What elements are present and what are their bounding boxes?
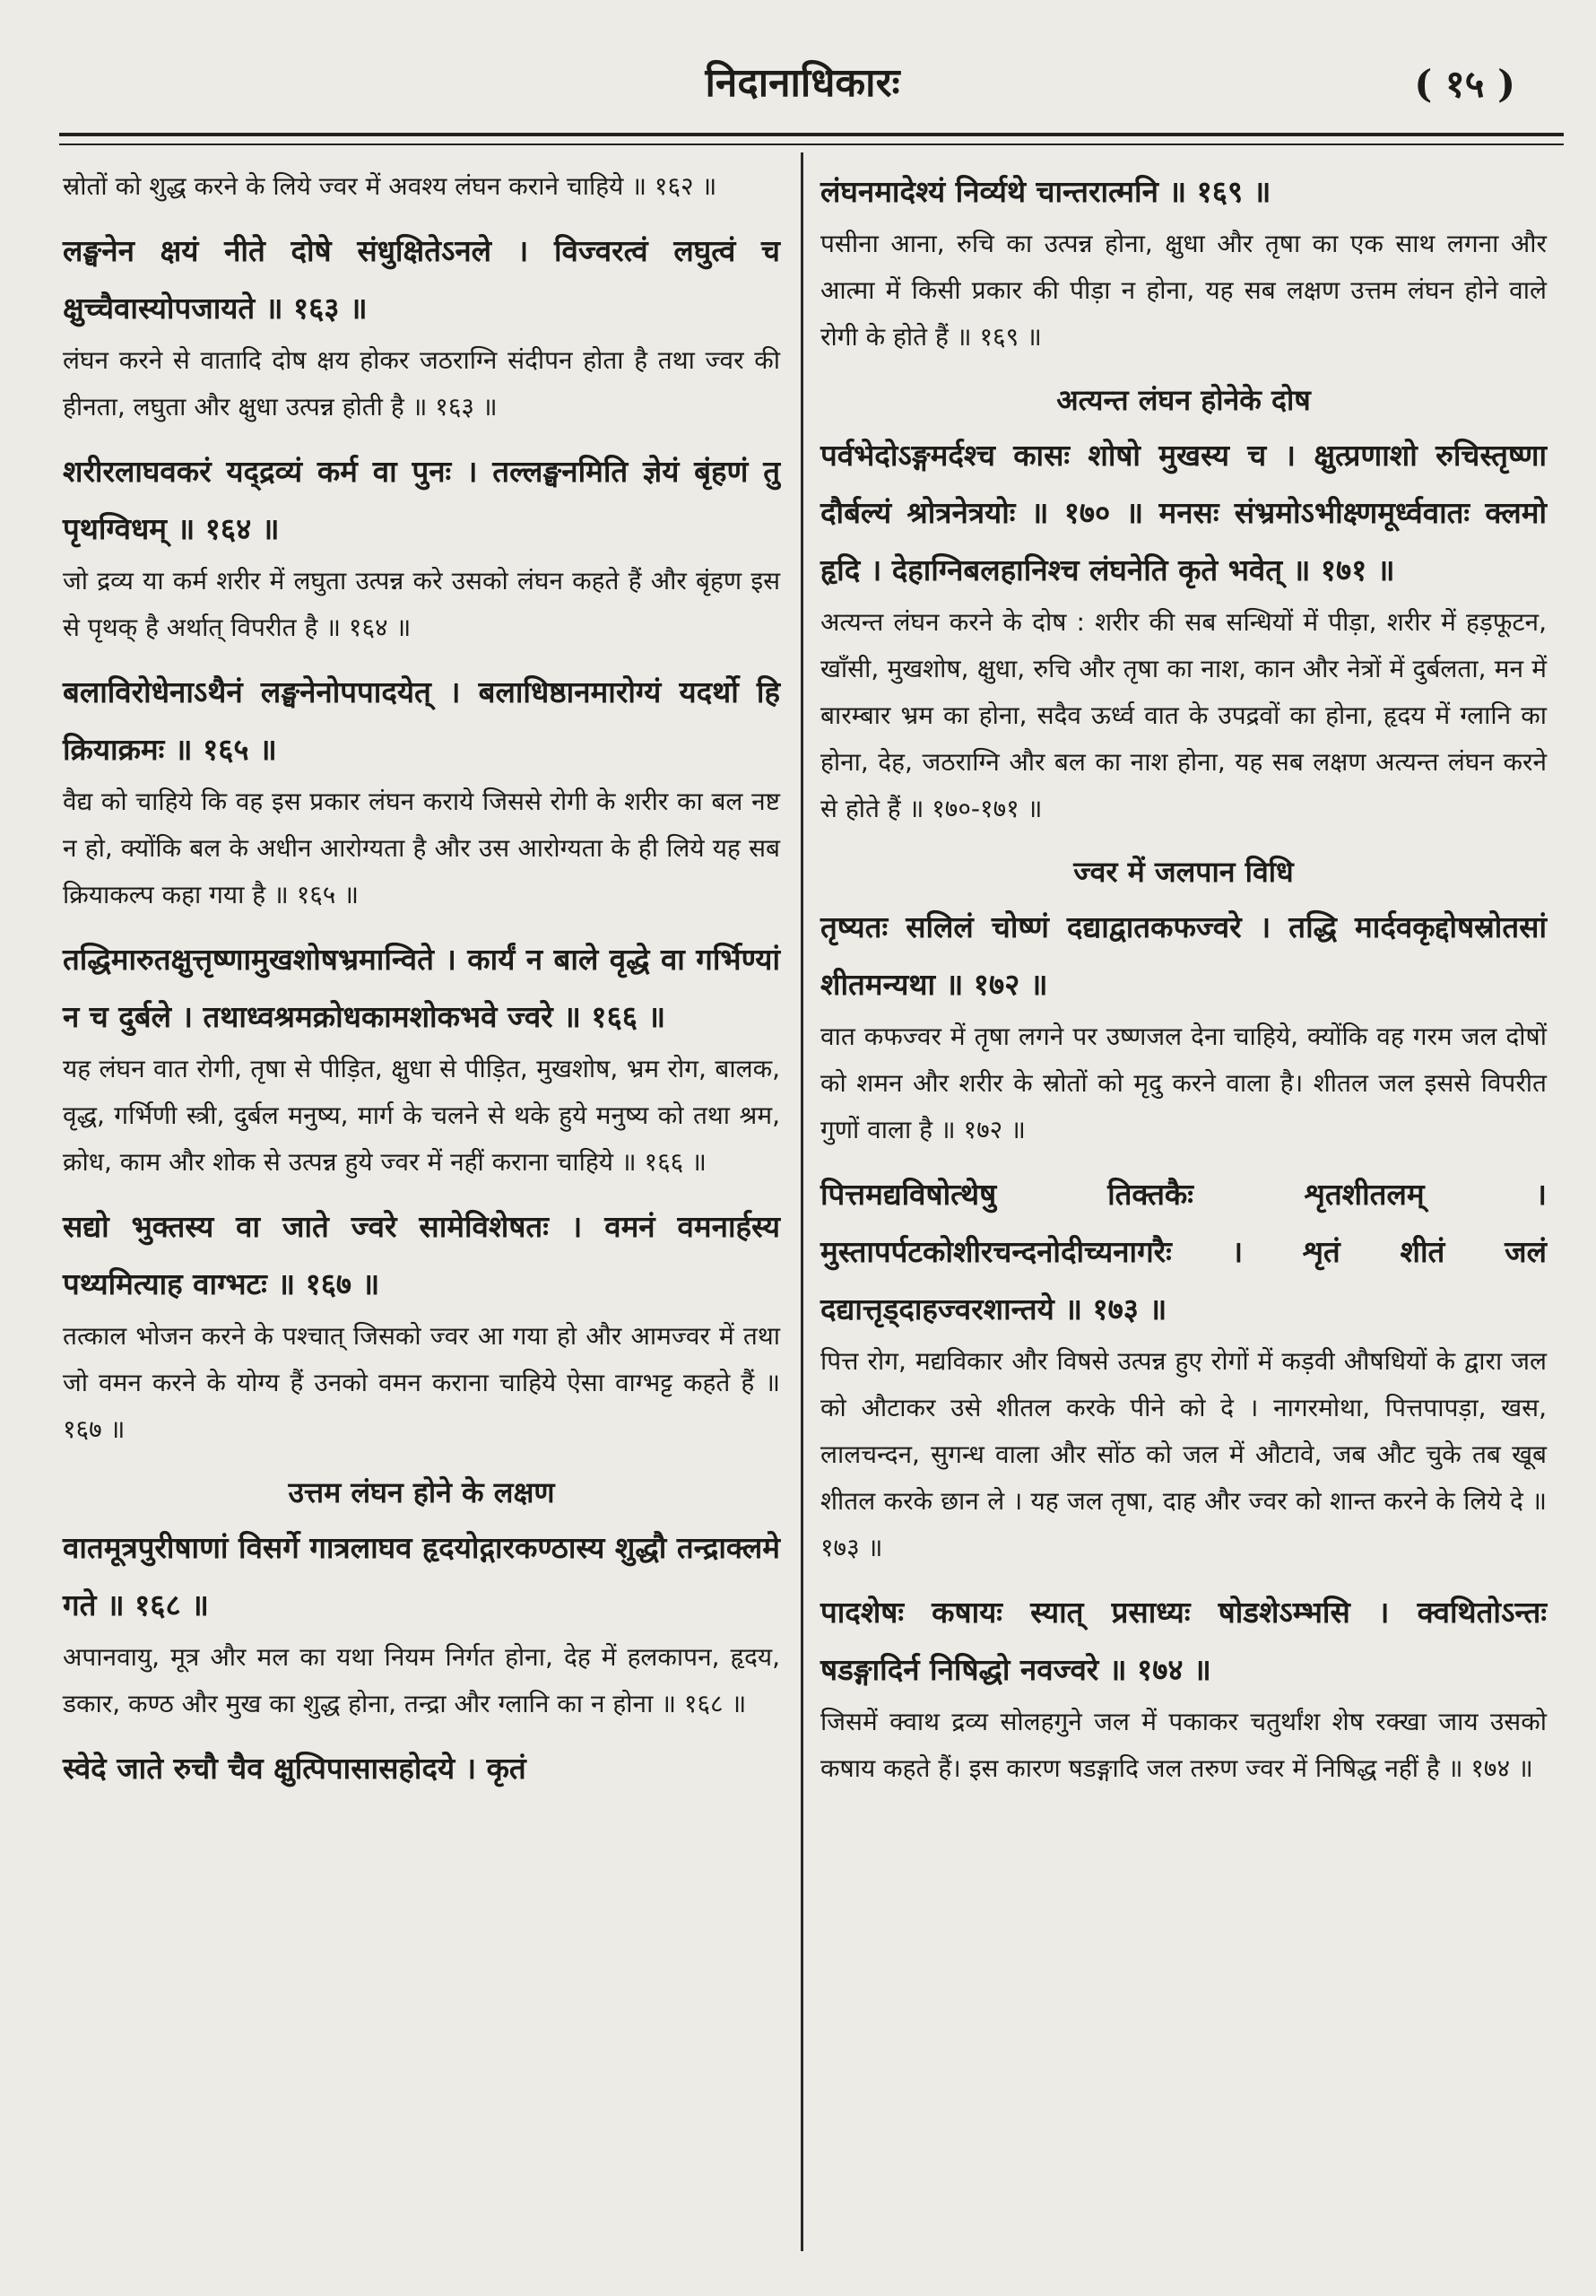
sanskrit-verse: लङ्घनेन क्षयं नीते दोषे संधुक्षितेऽनले । विज्वरत्वं लघुत्वं च क्षुच्चैवास्योपजायते ॥ १६३ ॥ [63,233,780,326]
header-rule-thick [59,133,1564,136]
section-heading: अत्यन्त लंघन होनेके दोष [1056,383,1311,417]
left-column [63,163,780,1797]
sanskrit-verse: पादशेषः कषायः स्यात् प्रसाध्यः षोडशेऽम्भसि । क्वथितोऽन्तः षडङ्गादिर्न निषिद्धो नवज्वरे ॥ १७४ ॥ [820,1595,1547,1687]
page-title: निदानाधिकारः [705,60,900,106]
page-header [54,34,1551,115]
commentary: तत्काल भोजन करने के पश्चात् जिसको ज्वर आ गया हो और आमज्वर में तथा जो वमन करने के योग्य हैं उनको वमन कराना चाहिये ऐसा वाग्भट्ट कहते हैं ॥ १६७ ॥ [63,1321,780,1444]
right-column [820,163,1547,1805]
sanskrit-verse: शरीरलाघवकरं यद्द्रव्यं कर्म वा पुनः । तल्लङ्घनमिति ज्ञेयं बृंहणं तु पृथग्विधम् ॥ १६४ ॥ [63,454,780,546]
commentary: अत्यन्त लंघन करने के दोष : शरीर की सब सन्धियों में पीड़ा, शरीर में हड़फूटन, खाँसी, मुखशोष, क्षुधा, रुचि और तृषा का नाश, कान और नेत्रों में दुर्बलता, मन में बारम्बार भ्रम का होना, सदैव ऊर्ध्व वात के उपद्रवों का होना, हृदय में ग्लानि का होना, देह, जठराग्नि और बल का नाश होना, यह सब लक्षण अत्यन्त लंघन करने से होते हैं ॥ १७०-१७१ ॥ [820,607,1547,823]
page-number: ( १५ ) [1414,62,1515,106]
sanskrit-verse: सद्यो भुक्तस्य वा जाते ज्वरे सामेविशेषतः । वमनं वमनार्हस्य पथ्यमित्याह वाग्भटः ॥ १६७ ॥ [63,1209,780,1301]
sanskrit-verse: पर्वभेदोऽङ्गमर्दश्च कासः शोषो मुखस्य च । क्षुत्प्रणाशो रुचिस्तृष्णा दौर्बल्यं श्रोत्रनेत्रयोः ॥ १७० ॥ मनसः संभ्रमोऽभीक्ष्णमूर्ध्ववातः क्लमो हृदि । देहाग्निबलहानिश्च लंघनेति कृते भवेत् ॥ १७१ ॥ [820,438,1547,587]
sanskrit-verse: स्वेदे जाते रुचौ चैव क्षुत्पिपासासहोदये । कृतं [63,1751,526,1786]
sanskrit-verse: लंघनमादेश्यं निर्व्यथे चान्तरात्मनि ॥ १६९ ॥ [820,174,1271,209]
header-rule-thin [59,144,1564,145]
commentary: जिसमें क्वाथ द्रव्य सोलहगुने जल में पकाकर चतुर्थांश शेष रक्खा जाय उसको कषाय कहते हैं। इस कारण षडङ्गादि जल तरुण ज्वर में निषिद्ध नहीं है ॥ १७४ ॥ [820,1707,1547,1783]
commentary: लंघन करने से वातादि दोष क्षय होकर जठराग्नि संदीपन होता है तथा ज्वर की हीनता, लघुता और क्षुधा उत्पन्न होती है ॥ १६३ ॥ [63,345,780,422]
commentary: यह लंघन वात रोगी, तृषा से पीड़ित, क्षुधा से पीड़ित, मुखशोष, भ्रम रोग, बालक, वृद्ध, गर्भिणी स्त्री, दुर्बल मनुष्य, मार्ग के चलने से थके हुये मनुष्य को तथा श्रम, क्रोध, काम और शोक से उत्पन्न हुये ज्वर में नहीं कराना चाहिये ॥ १६६ ॥ [63,1054,780,1177]
commentary: अपानवायु, मूत्र और मल का यथा नियम निर्गत होना, देह में हलकापन, हृदय, डकार, कण्ठ और मुख का शुद्ध होना, तन्द्रा और ग्लानि का न होना ॥ १६८ ॥ [63,1642,780,1718]
section-heading: उत्तम लंघन होने के लक्षण [288,1475,555,1509]
sanskrit-verse: तृष्यतः सलिलं चोष्णं दद्याद्वातकफज्वरे । तद्धि मार्दवकृद्दोषस्रोतसां शीतमन्यथा ॥ १७२ ॥ [820,909,1547,1002]
sanskrit-verse: पित्तमद्यविषोत्थेषु तिक्तकैः शृतशीतलम् । मुस्तापर्पटकोशीरचन्दनोदीच्यनागरैः । शृतं शीतं जलं दद्यात्तृड्दाहज्वरशान्तये ॥ १७३ ॥ [820,1177,1547,1326]
commentary: वात कफज्वर में तृषा लगने पर उष्णजल देना चाहिये, क्योंकि वह गरम जल दोषों को शमन और शरीर के स्रोतों को मृदु करने वाला है। शीतल जल इससे विपरीत गुणों वाला है ॥ १७२ ॥ [820,1022,1547,1144]
section-heading: ज्वर में जलपान विधि [1073,855,1294,889]
sanskrit-verse: वातमूत्रपुरीषाणां विसर्गे गात्रलाघव हृदयोद्गारकण्ठास्य शुद्धौ तन्द्राक्लमे गते ॥ १६८ ॥ [63,1530,780,1622]
sanskrit-verse: बलाविरोधेनाऽथैनं लङ्घनेनोपपादयेत् । बलाधिष्ठानमारोग्यं यदर्थो हि क्रियाक्रमः ॥ १६५ ॥ [63,674,780,767]
commentary: वैद्य को चाहिये कि वह इस प्रकार लंघन कराये जिससे रोगी के शरीर का बल नष्ट न हो, क्योंकि बल के अधीन आरोग्यता है और उस आरोग्यता के ही लिये यह सब क्रियाकल्प कहा गया है ॥ १६५ ॥ [63,787,780,909]
commentary: पित्त रोग, मद्यविकार और विषसे उत्पन्न हुए रोगों में कड़वी औषधियों के द्वारा जल को औटाकर उसे शीतल करके पीने को दे । नागरमोथा, पित्तपापड़ा, खस, लालचन्दन, सुगन्ध वाला और सोंठ को जल में औटावे, जब औट चुके तब खूब शीतल करके छान ले । यह जल तृषा, दाह और ज्वर को शान्त करने के लिये दे ॥ १७३ ॥ [820,1346,1547,1562]
commentary: जो द्रव्य या कर्म शरीर में लघुता उत्पन्न करे उसको लंघन कहते हैं और बृंहण इस से पृथक् है अर्थात् विपरीत है ॥ १६४ ॥ [63,566,780,642]
commentary: पसीना आना, रुचि का उत्पन्न होना, क्षुधा और तृषा का एक साथ लगना और आत्मा में किसी प्रकार की पीड़ा न होना, यह सब लक्षण उत्तम लंघन होने वाले रोगी के होते हैं ॥ १६९ ॥ [820,229,1547,352]
sanskrit-verse: तद्धिमारुतक्षुत्तृष्णामुखशोषभ्रमान्विते । कार्यं न बाले वृद्धे वा गर्भिण्यां न च दुर्बले । तथाध्वश्रमक्रोधकामशोकभवे ज्वरे ॥ १६६ ॥ [63,942,780,1034]
commentary: स्रोतों को शुद्ध करने के लिये ज्वर में अवश्य लंघन कराने चाहिये ॥ १६२ ॥ [63,171,717,201]
column-divider [801,152,803,2251]
